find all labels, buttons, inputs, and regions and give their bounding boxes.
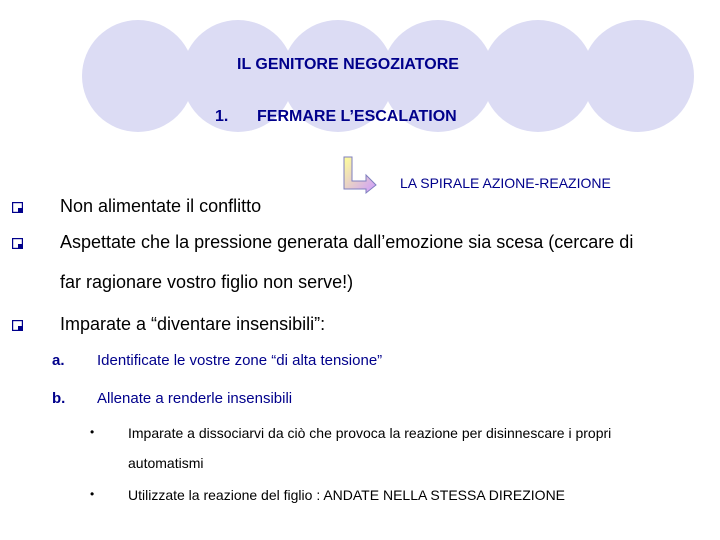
checkbox-bullet-icon bbox=[12, 238, 23, 249]
sub-item-text: Identificate le vostre zone “di alta tensione” bbox=[97, 352, 383, 369]
slide-title: IL GENITORE NEGOZIATORE bbox=[237, 56, 459, 73]
decor-circle bbox=[482, 20, 594, 132]
sub-bullet-text-continued: automatismi bbox=[128, 455, 204, 471]
checkbox-bullet-icon bbox=[12, 320, 23, 331]
bullet-text: Aspettate che la pressione generata dall’emozione sia scesa (cercare di bbox=[60, 232, 634, 252]
bullet-dot: • bbox=[90, 487, 95, 501]
sub-bullet-text: Utilizzate la reazione del figlio : ANDATE NELLA STESSA DIREZIONE bbox=[128, 487, 566, 503]
sub-item-label: a. bbox=[52, 352, 65, 369]
sub-item-text: Allenate a renderle insensibili bbox=[97, 390, 293, 407]
decor-circle bbox=[582, 20, 694, 132]
bullet-text: Imparate a “diventare insensibili”: bbox=[60, 314, 326, 334]
decor-circle bbox=[82, 20, 194, 132]
slide-subtitle: FERMARE L’ESCALATION bbox=[257, 108, 457, 125]
sub-bullet-text: Imparate a dissociarvi da ciò che provoca la reazione per disinnescare i propri bbox=[128, 425, 612, 441]
subtitle-number: 1. bbox=[215, 108, 229, 125]
bullet-text-continued: far ragionare vostro figlio non serve!) bbox=[60, 272, 354, 292]
spiral-label: LA SPIRALE AZIONE-REAZIONE bbox=[400, 175, 611, 191]
sub-item-label: b. bbox=[52, 390, 66, 407]
bullet-text: Non alimentate il conflitto bbox=[60, 196, 262, 216]
bullet-dot: • bbox=[90, 425, 95, 439]
checkbox-bullet-icon bbox=[12, 202, 23, 213]
turn-right-arrow-icon bbox=[340, 155, 380, 195]
